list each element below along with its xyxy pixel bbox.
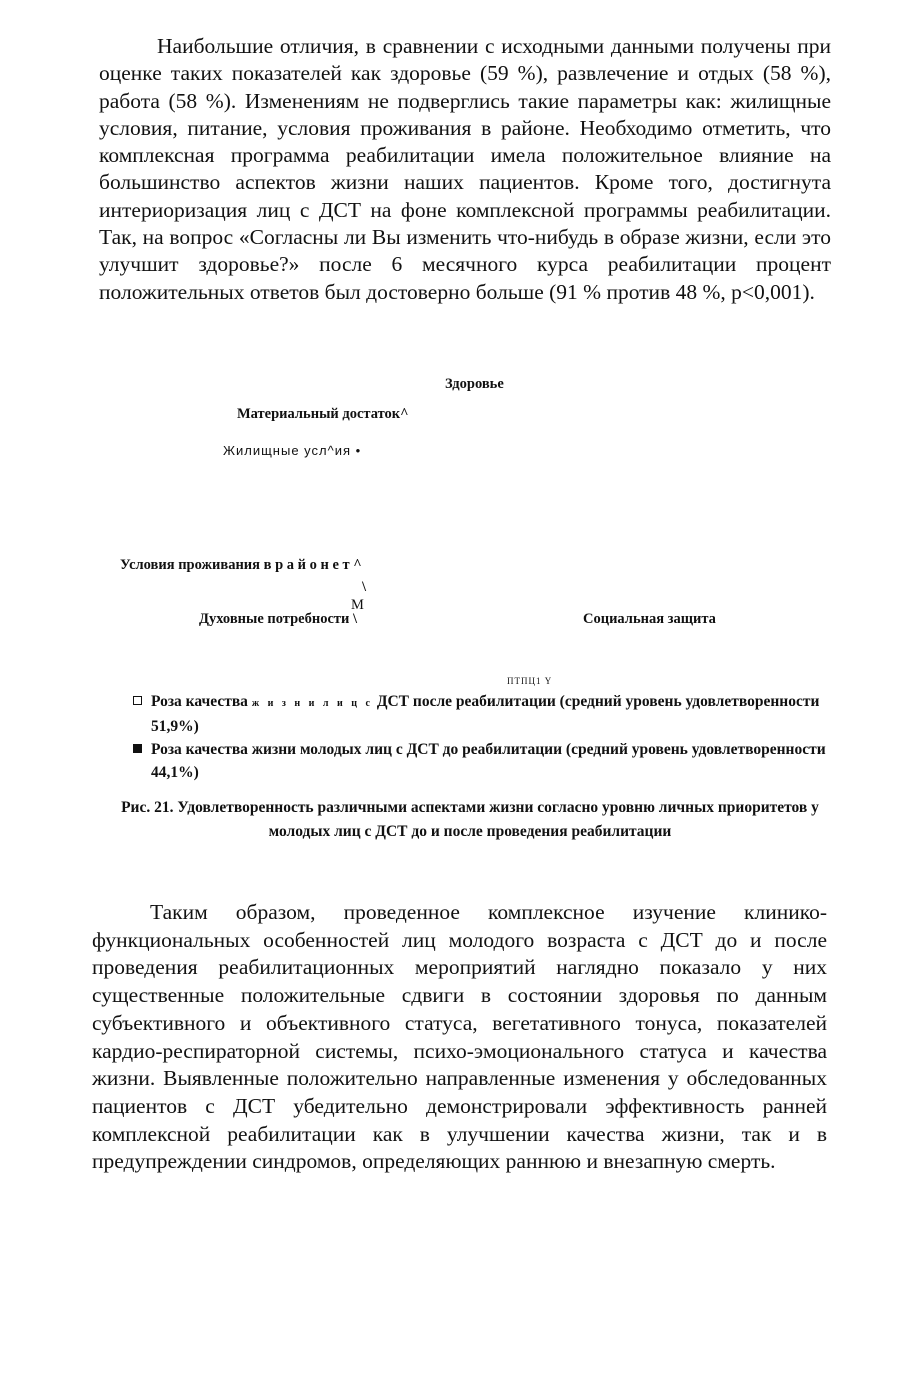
legend-item-after	[133, 690, 833, 738]
intro-paragraph: Наибольшие отличия, в сравнении с исходными данными получены при оценке таких показателей как здоровье (59 %), развлечение и отдых (58 %), работа (58 %). Изменениям не подверглись такие параметры как: жилищные условия, питание, условия проживания в районе. Необходимо отметить, что комплексная программа реабилитации имела положительное влияние на большинство аспектов жизни наших пациентов. Кроме того, достигнута интериоризация лиц с ДСТ на фоне комплексной программы реабилитации. Так, на вопрос «Согласны ли Вы изменить что-нибудь в образе жизни, если это улучшит здоровье?» после 6 месячного курса реабилитации процент положительных ответов был достоверно больше (91 % против 48 %, р<0,001).	[99, 34, 831, 304]
figure-caption: Рис. 21. Удовлетворенность различными аспектами жизни согласно уровню личных приоритетов у молодых лиц с ДСТ до и после проведения реабилитации	[121, 799, 819, 840]
axis-m-mark: М	[351, 597, 364, 613]
chart-legend	[133, 690, 833, 784]
axis-label-living-conditions: Условия проживания в р а й о н е т ^	[120, 557, 362, 573]
legend-after-part1: Роза качества	[151, 693, 248, 710]
axis-label-garbled: ПТПЦ1 Y	[507, 676, 553, 686]
axis-label-spiritual: Духовные потребности \	[199, 611, 358, 627]
axis-label-material: Материальный достаток^	[237, 406, 409, 422]
axis-label-health: Здоровье	[445, 376, 504, 392]
legend-after-part3: ДСТ после реабилитации (средний уровень удовлетворенности 51,9%)	[151, 693, 820, 735]
legend-item-before	[133, 738, 833, 784]
legend-marker-filled	[133, 744, 142, 753]
legend-marker-open	[133, 696, 142, 705]
legend-before-text: Роза качества жизни молодых лиц с ДСТ до реабилитации (средний уровень удовлетворенности 44,1%)	[151, 741, 826, 781]
axis-label-social: Социальная защита	[583, 611, 716, 627]
axis-slash-mark: \	[362, 579, 367, 595]
legend-after-part2: ж и з н и л и ц с	[251, 698, 373, 709]
conclusion-paragraph: Таким образом, проведенное комплексное изучение клинико-функциональных особенностей лиц молодого возраста с ДСТ до и после проведения реабилитационных мероприятий наглядно показало у них существенные положительные сдвиги в состоянии здоровья по данным субъективного и объективного статуса, вегетативного тонуса, показателей кардио-респираторной системы, психо-эмоционального статуса и качества жизни. Выявленные положительно направленные изменения у обследованных пациентов с ДСТ убедительно демонстрировали эффективность ранней комплексной реабилитации как в улучшении качества жизни, так и в предупреждении синдромов, определяющих раннюю и внезапную смерть.	[92, 900, 827, 1174]
axis-label-housing: Жилищные усл^ия •	[223, 443, 362, 458]
